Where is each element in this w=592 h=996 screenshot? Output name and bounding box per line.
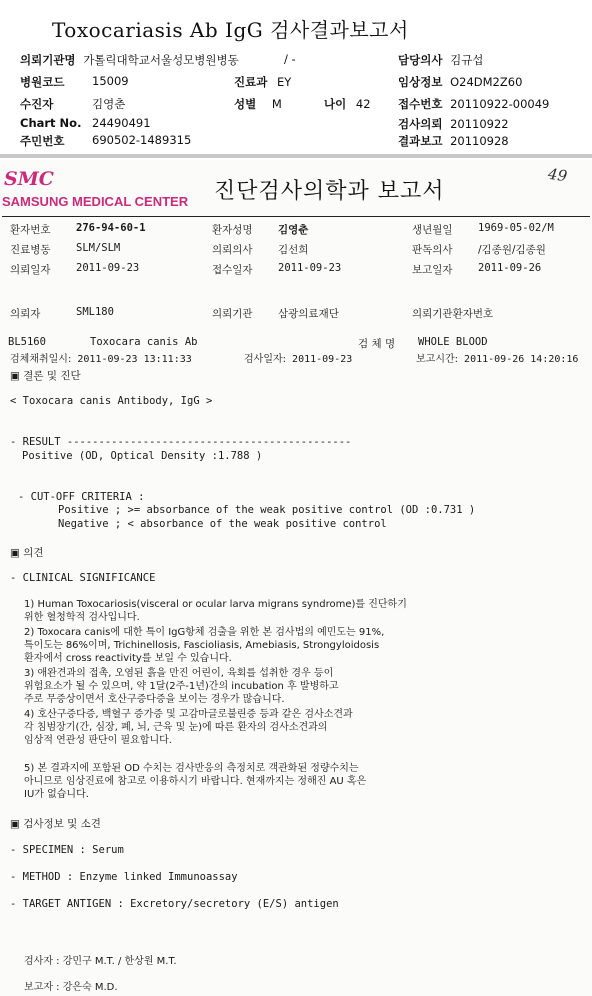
handwritten-note: 49 bbox=[546, 164, 569, 186]
form-title: Toxocariasis Ab IgG 검사결과보고서 bbox=[52, 18, 409, 42]
dob-label: 생년월일 bbox=[412, 224, 453, 236]
specimen-name-value: WHOLE BLOOD bbox=[418, 336, 488, 348]
reg-no-label: 환자번호 bbox=[10, 224, 51, 236]
reader-label: 판독의사 bbox=[412, 244, 453, 256]
receive-date-value: 2011-09-23 bbox=[278, 262, 342, 274]
hospital-code-label: 병원코드 bbox=[20, 75, 65, 89]
lab-report bbox=[0, 160, 592, 996]
report-time-value: 2011-09-26 14:20:16 bbox=[464, 354, 579, 365]
report-date-value: 2011-09-26 bbox=[478, 262, 542, 274]
hospital-name: SAMSUNG MEDICAL CENTER bbox=[2, 194, 189, 209]
receipt-no-label: 접수번호 bbox=[398, 97, 443, 111]
method-line: - METHOD : Enzyme linked Immunoassay bbox=[10, 871, 238, 883]
reg-no-value: 276-94-60-1 bbox=[76, 222, 146, 234]
age-label: 나이 bbox=[324, 97, 347, 111]
physician-label: 의뢰의사 bbox=[212, 244, 253, 256]
request-date-value: 2011-09-23 bbox=[76, 262, 140, 274]
cutoff-negative: Negative ; < absorbance of the weak positive control bbox=[58, 518, 387, 530]
note-2: 2) Toxocara canis에 대한 특이 IgG항체 검출을 위한 본 검사법의 예민도는 91%, 특이도는 86%이며, Trichinellosis, Fascioliasis, Amebiasis, Strongyloidosis 환자에서 cross reactivity를 보일 수 있습니다. bbox=[24, 627, 385, 664]
patient-name-label: 환자성명 bbox=[212, 224, 253, 236]
ward-code: SLM/SLM bbox=[76, 242, 121, 254]
result-value: Positive (OD, Optical Density :1.788 ) bbox=[22, 450, 263, 462]
hospital-code-value: 15009 bbox=[92, 74, 129, 88]
antibody-line: < Toxocara canis Antibody, IgG > bbox=[10, 395, 213, 407]
smc-logo: SMC bbox=[4, 168, 54, 190]
note-4: 4) 호산구증다증, 백혈구 증가증 및 고감마글로불린증 등과 같은 검사소견과 각 침범장기(간, 심장, 폐, 뇌, 근육 및 눈)에 따른 환자의 검사소견과의 임상적 연관성 판단이 필요합니다. bbox=[24, 709, 353, 746]
cutoff-label: - CUT-OFF CRITERIA : bbox=[18, 491, 145, 503]
doctor-label: 담당의사 bbox=[398, 53, 443, 67]
reporter-line: 보고자 : 강은숙 M.D. bbox=[24, 982, 118, 993]
specimen-line: - SPECIMEN : Serum bbox=[10, 844, 124, 856]
opinion-heading: ▣ 의견 bbox=[10, 547, 44, 559]
request-date-label: 의뢰일자 bbox=[10, 264, 51, 276]
patient-name-value: 김영춘 bbox=[278, 224, 309, 236]
report-time-label: 보고시간: bbox=[416, 354, 459, 365]
request-institution-label: 의뢰기관 bbox=[212, 308, 253, 320]
note-5: 5) 본 결과지에 포함된 OD 수치는 검사반응의 측정치로 객관화된 정량수치는 아니므로 임상진료에 참고로 이용하시기 바랍니다. 현재까지는 정해진 AU 혹은 IU가 없습니다. bbox=[24, 763, 367, 800]
ward-value: / - bbox=[284, 52, 296, 66]
physician-value: 김선희 bbox=[278, 244, 309, 256]
dob-value: 1969-05-02/M bbox=[478, 222, 554, 234]
clinical-significance-label: - CLINICAL SIGNIFICANCE bbox=[10, 572, 156, 584]
cutoff-positive: Positive ; >= absorbance of the weak positive control (OD :0.731 ) bbox=[58, 504, 476, 516]
receive-date-label: 접수일자 bbox=[212, 264, 253, 276]
tester-line: 검사자 : 강민구 M.T. / 한상원 M.T. bbox=[24, 956, 177, 967]
clinical-info-label: 임상정보 bbox=[398, 75, 443, 89]
institution-value: 가톨릭대학교서울성모병원병동 bbox=[83, 53, 239, 67]
ward-label: 진료병동 bbox=[10, 244, 51, 256]
resident-no-label: 주민번호 bbox=[20, 134, 65, 148]
test-request-value: 20110922 bbox=[450, 117, 509, 131]
test-date-value: 2011-09-23 bbox=[292, 354, 353, 365]
result-heading: ▣ 결론 및 진단 bbox=[10, 370, 81, 382]
requester-label: 의뢰자 bbox=[10, 308, 41, 320]
patient-value: 김영춘 bbox=[92, 97, 126, 111]
test-code: BL5160 bbox=[8, 336, 46, 348]
note-1: 1) Human Toxocariosis(visceral or ocular larva migrans syndrome)를 진단하기 위한 혈청학적 검사입니다. bbox=[24, 599, 407, 623]
chart-no-value: 24490491 bbox=[92, 116, 151, 130]
receipt-no-value: 20110922-00049 bbox=[450, 97, 550, 111]
result-report-value: 20110928 bbox=[450, 134, 509, 148]
note-3: 3) 애완견과의 접촉, 오염된 흙을 만진 어린이, 육회를 섭취한 경우 등이 위험요소가 될 수 있으며, 약 1달(2주-1년)간의 incubation 후 발병하고 주로 무증상이면서 호산구증다증을 보이는 경우가 많습니다. bbox=[24, 668, 339, 705]
clinical-info-value: O24DM2Z60 bbox=[450, 75, 523, 89]
request-form-header bbox=[0, 0, 592, 154]
doctor-value: 김규섭 bbox=[450, 53, 484, 67]
specimen-name-label: 검 체 명 bbox=[358, 338, 396, 350]
age-value: 42 bbox=[355, 97, 371, 111]
collection-time-value: 2011-09-23 13:11:33 bbox=[77, 354, 192, 365]
chart-no-label: Chart No. bbox=[20, 116, 82, 130]
target-antigen-line: - TARGET ANTIGEN : Excretory/secretory (E/S) antigen bbox=[10, 898, 339, 910]
patient-label: 수진자 bbox=[20, 97, 54, 111]
reader-value: /김종원/김종원 bbox=[478, 244, 546, 256]
collection-time-label: 검체채취일시: bbox=[10, 354, 72, 365]
report-title: 진단검사의학과 보고서 bbox=[214, 179, 445, 204]
department-value: EY bbox=[276, 75, 292, 89]
sex-label: 성별 bbox=[234, 97, 257, 111]
test-name: Toxocara canis Ab bbox=[90, 336, 198, 348]
requester-value: SML180 bbox=[76, 306, 114, 318]
institution-patient-no-label: 의뢰기관환자번호 bbox=[412, 308, 494, 320]
department-label: 진료과 bbox=[234, 75, 268, 89]
sex-value: M bbox=[271, 97, 282, 111]
test-date-label: 검사일자: bbox=[244, 354, 287, 365]
result-report-label: 결과보고 bbox=[398, 134, 443, 148]
result-label: - RESULT --------------------------------------------- bbox=[10, 436, 352, 448]
test-info-heading: ▣ 검사정보 및 소견 bbox=[10, 818, 101, 830]
institution-label: 의뢰기관명 bbox=[20, 53, 76, 67]
resident-no-value: 690502-1489315 bbox=[92, 133, 192, 147]
test-request-label: 검사의뢰 bbox=[398, 117, 443, 131]
report-date-label: 보고일자 bbox=[412, 264, 453, 276]
request-institution-value: 삼광의료재단 bbox=[278, 308, 339, 320]
header-rule bbox=[2, 216, 590, 217]
